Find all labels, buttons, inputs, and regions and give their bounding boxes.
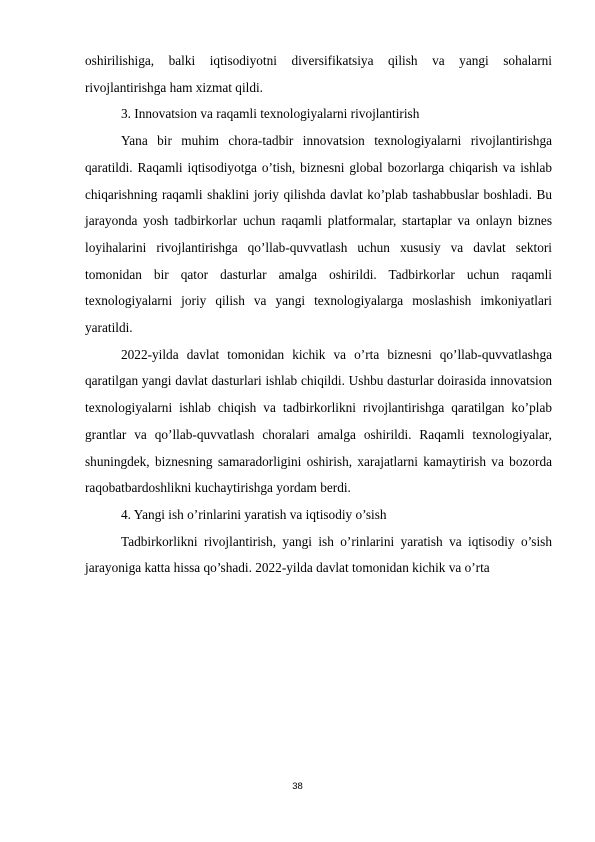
paragraph-continuation: oshirilishiga, balki iqtisodiyotni diversifikatsiya qilish va yangi sohalarni rivojlantirishga ham xizmat qildi. — [85, 53, 552, 95]
paragraph-jobs-growth: Tadbirkorlikni rivojlantirish, yangi ish o’rinlarini yaratish va iqtisodiy o’sish jarayoniga katta hissa qo’shadi. 2022-yilda davlat tomonidan kichik va o’rta — [85, 533, 552, 576]
section-heading-4: 4. Yangi ish o’rinlarini yaratish va iqtisodiy o’sish — [121, 506, 387, 522]
section-heading-3: 3. Innovatsion va raqamli texnologiyalarni rivojlantirish — [121, 106, 420, 122]
page-body — [85, 48, 552, 582]
paragraph-state-programs: 2022-yilda davlat tomonidan kichik va o’rta biznesni qo’llab-quvvatlashga qaratilgan yangi davlat dasturlari ishlab chiqildi. Ushbu dasturlar doirasida innovatsion texnologiyalarni ishlab chiqish va tadbirkorlikni rivojlantirishga qaratilgan ko’plab grantlar va qo’llab-quvvatlash choralari amalga oshirildi. Raqamli texnologiyalar, shuningdek, biznesning samaradorligini oshirish, xarajatlarni kamaytirish va bozorda raqobatbardoshlikni kuchaytirishga yordam berdi. — [85, 346, 552, 496]
paragraph-innovation: Yana bir muhim chora-tadbir innovatsion texnologiyalarni rivojlantirishga qaratildi. Raqamli iqtisodiyotga o’tish, biznesni global bozorlarga chiqarish va ishlab chiqarishning raqamli shaklini joriy qilishda davlat ko’plab tashabbuslar boshladi. Bu jarayonda yosh tadbirkorlar uchun raqamli platformalar, startaplar va onlayn biznes loyihalarini rivojlantirishga qo’llab-quvvatlash uchun xususiy va davlat sektori tomonidan bir qator dasturlar amalga oshirildi. Tadbirkorlar uchun raqamli texnologiyalarni joriy qilish va yangi texnologiyalarga moslashish imkoniyatlari yaratildi. — [85, 133, 552, 336]
page-number: 38 — [292, 781, 303, 792]
